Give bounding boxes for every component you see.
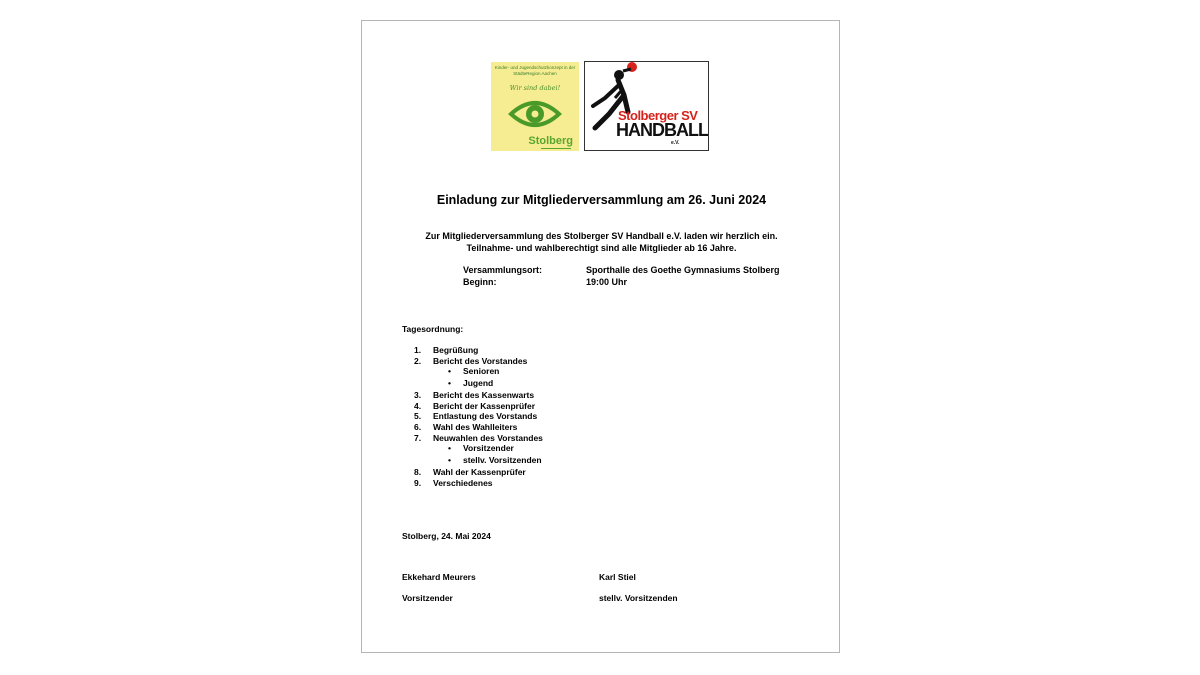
agenda-item-text: Wahl der Kassenprüfer [433, 467, 526, 477]
signatory-1-name: Ekkehard Meurers [402, 572, 476, 582]
agenda-item-text: Begrüßung [433, 345, 479, 355]
agenda-item-number: 6. [414, 422, 422, 433]
venue-row [463, 265, 780, 275]
agenda-subitem-text: stellv. Vorsitzenden [463, 455, 542, 466]
bullet-icon: • [448, 455, 451, 466]
intro-line-2: Teilnahme- und wahlberechtigt sind alle Mitglieder ab 16 Jahre. [466, 243, 737, 253]
agenda-item-text: Verschiedenes [433, 477, 493, 488]
start-row [463, 277, 628, 287]
intro-line-1: Zur Mitgliederversammlung des Stolberger SV Handball e.V. laden wir herzlich ein. [425, 231, 778, 241]
venue-label: Versammlungsort: [463, 265, 543, 275]
agenda-item-text: Bericht des Vorstandes [433, 355, 528, 366]
agenda-item-number: 5. [414, 411, 422, 422]
logo-town: Stolberg [528, 135, 573, 147]
agenda-item-text: Neuwahlen des Vorstandes [433, 432, 543, 443]
agenda-item-text: Bericht der Kassenprüfer [433, 400, 536, 411]
club-name: Stolberger SV [618, 108, 698, 123]
agenda-item-number: 2. [414, 355, 422, 366]
agenda-item-number: 8. [414, 467, 422, 477]
start-value: 19:00 Uhr [586, 277, 628, 287]
bullet-icon: • [448, 378, 451, 389]
intro-text [362, 230, 841, 254]
logo-slogan: Wir sind dabei! [509, 84, 561, 92]
club-sport: HANDBALL [616, 120, 708, 140]
document-title: Einladung zur Mitgliederversammlung am 26. Juni 2024 [436, 193, 767, 207]
logo-underline [541, 148, 571, 149]
signatory-2-name: Karl Stiel [599, 572, 636, 582]
agenda-subitem-text: Vorsitzender [463, 443, 514, 454]
signatory-2-role: stellv. Vorsitzenden [599, 593, 678, 603]
document-page [361, 20, 840, 653]
agenda-heading: Tagesordnung: [402, 324, 464, 334]
agenda-subitem-text: Senioren [463, 366, 500, 377]
agenda-item-number: 4. [414, 400, 422, 411]
agenda-item-number: 7. [414, 432, 422, 443]
agenda-item-text: Entlastung des Vorstands [433, 411, 538, 422]
agenda-item-number: 3. [414, 389, 422, 400]
eye-icon [508, 96, 562, 132]
place-date: Stolberg, 24. Mai 2024 [402, 531, 491, 541]
venue-value: Sporthalle des Goethe Gymnasiums Stolberg [586, 265, 780, 275]
agenda-subitem-text: Jugend [463, 378, 494, 389]
agenda-item-text: Wahl des Wahlleiters [433, 422, 518, 433]
agenda-item-text: Bericht des Kassenwarts [433, 389, 535, 400]
signatory-1-role: Vorsitzender [402, 593, 453, 603]
agenda-item-number: 1. [414, 345, 422, 355]
bullet-icon: • [448, 366, 451, 377]
agenda-item-number: 9. [414, 477, 422, 488]
child-protection-logo [491, 62, 579, 151]
club-ev: e.V. [671, 140, 680, 146]
start-label: Beginn: [463, 277, 497, 287]
logo-caption: Kinder- und Jugendschutzkonzept in der StädteRegion Aachen [494, 65, 576, 76]
club-logo [584, 61, 709, 151]
bullet-icon: • [448, 443, 451, 454]
